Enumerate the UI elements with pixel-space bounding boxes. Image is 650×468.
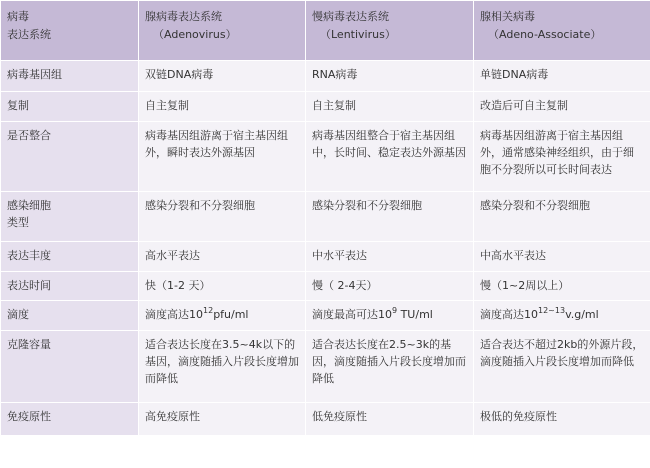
table-row [1,242,650,272]
table-cell: 适合表达长度在2.5~3k的基因，滴度随插入片段长度增加而降低 [306,331,474,403]
table-row [1,122,650,192]
row-label: 表达时间 [1,272,139,301]
table-cell: 病毒基因组整合于宿主基因组中，长时间、稳定表达外源基因 [306,122,474,192]
row-label-line1: 感染细胞 [7,199,51,212]
table-cell: 双链DNA病毒 [139,61,306,92]
titer-exponent: 12 [203,306,214,315]
table-cell: 慢（ 2-4天） [306,272,474,301]
corner-header-line2: 表达系统 [7,28,51,41]
titer-text: 滴度高达10 [145,308,203,321]
table-cell: 极低的免疫原性 [474,403,650,436]
titer-unit: TU/ml [397,308,433,321]
corner-header-line1: 病毒 [7,10,29,23]
row-label: 是否整合 [1,122,139,192]
row-label: 克隆容量 [1,331,139,403]
table-cell: 低免疫原性 [306,403,474,436]
table-cell: 感染分裂和不分裂细胞 [139,192,306,242]
table-cell [139,301,306,331]
table-cell: 病毒基因组游离于宿主基因组外，瞬时表达外源基因 [139,122,306,192]
table-cell: RNA病毒 [306,61,474,92]
table-cell: 中高水平表达 [474,242,650,272]
row-label: 复制 [1,92,139,122]
table-row [1,301,650,331]
lentivirus-subtitle: （Lentivirus） [320,28,396,41]
adenovirus-title: 腺病毒表达系统 [145,10,222,23]
titer-text: 滴度高达10 [480,308,538,321]
table-cell: 快（1-2 天） [139,272,306,301]
row-label-line2: 类型 [7,216,29,229]
lentivirus-title: 慢病毒表达系统 [312,10,389,23]
adenovirus-header [139,1,306,61]
table-row [1,61,650,92]
table-cell: 改造后可自主复制 [474,92,650,122]
table-row [1,331,650,403]
table-cell: 高水平表达 [139,242,306,272]
row-label [1,192,139,242]
row-label: 免疫原性 [1,403,139,436]
table-cell: 适合表达长度在3.5~4k以下的基因，滴度随插入片段长度增加而降低 [139,331,306,403]
lentivirus-header [306,1,474,61]
adenovirus-subtitle: （Adenovirus） [153,28,237,41]
table-row [1,272,650,301]
table-cell: 病毒基因组游离于宿主基因组外，通常感染神经组织，由于细胞不分裂所以可长时间表达 [474,122,650,192]
row-label: 病毒基因组 [1,61,139,92]
table-cell: 慢（1~2周以上） [474,272,650,301]
table-cell: 自主复制 [306,92,474,122]
titer-exponent: 12~13 [538,306,566,315]
aav-subtitle: （Adeno-Associate） [488,28,602,41]
header-row [1,1,650,61]
titer-text: 滴度最高可达10 [312,308,392,321]
table-cell [306,301,474,331]
row-label: 滴度 [1,301,139,331]
table-row [1,192,650,242]
table-row [1,92,650,122]
table-cell: 高免疫原性 [139,403,306,436]
table-cell [474,301,650,331]
table-cell: 感染分裂和不分裂细胞 [306,192,474,242]
row-label: 表达丰度 [1,242,139,272]
table-row [1,403,650,436]
table-cell: 中水平表达 [306,242,474,272]
aav-header [474,1,650,61]
titer-exponent: 9 [392,306,398,315]
table-cell: 自主复制 [139,92,306,122]
table-cell: 感染分裂和不分裂细胞 [474,192,650,242]
titer-unit: v.g/ml [565,308,599,321]
table-cell: 适合表达不超过2kb的外源片段，滴度随插入片段长度增加而降低 [474,331,650,403]
aav-title: 腺相关病毒 [480,10,535,23]
corner-header [1,1,139,61]
titer-unit: pfu/ml [213,308,249,321]
table-cell: 单链DNA病毒 [474,61,650,92]
